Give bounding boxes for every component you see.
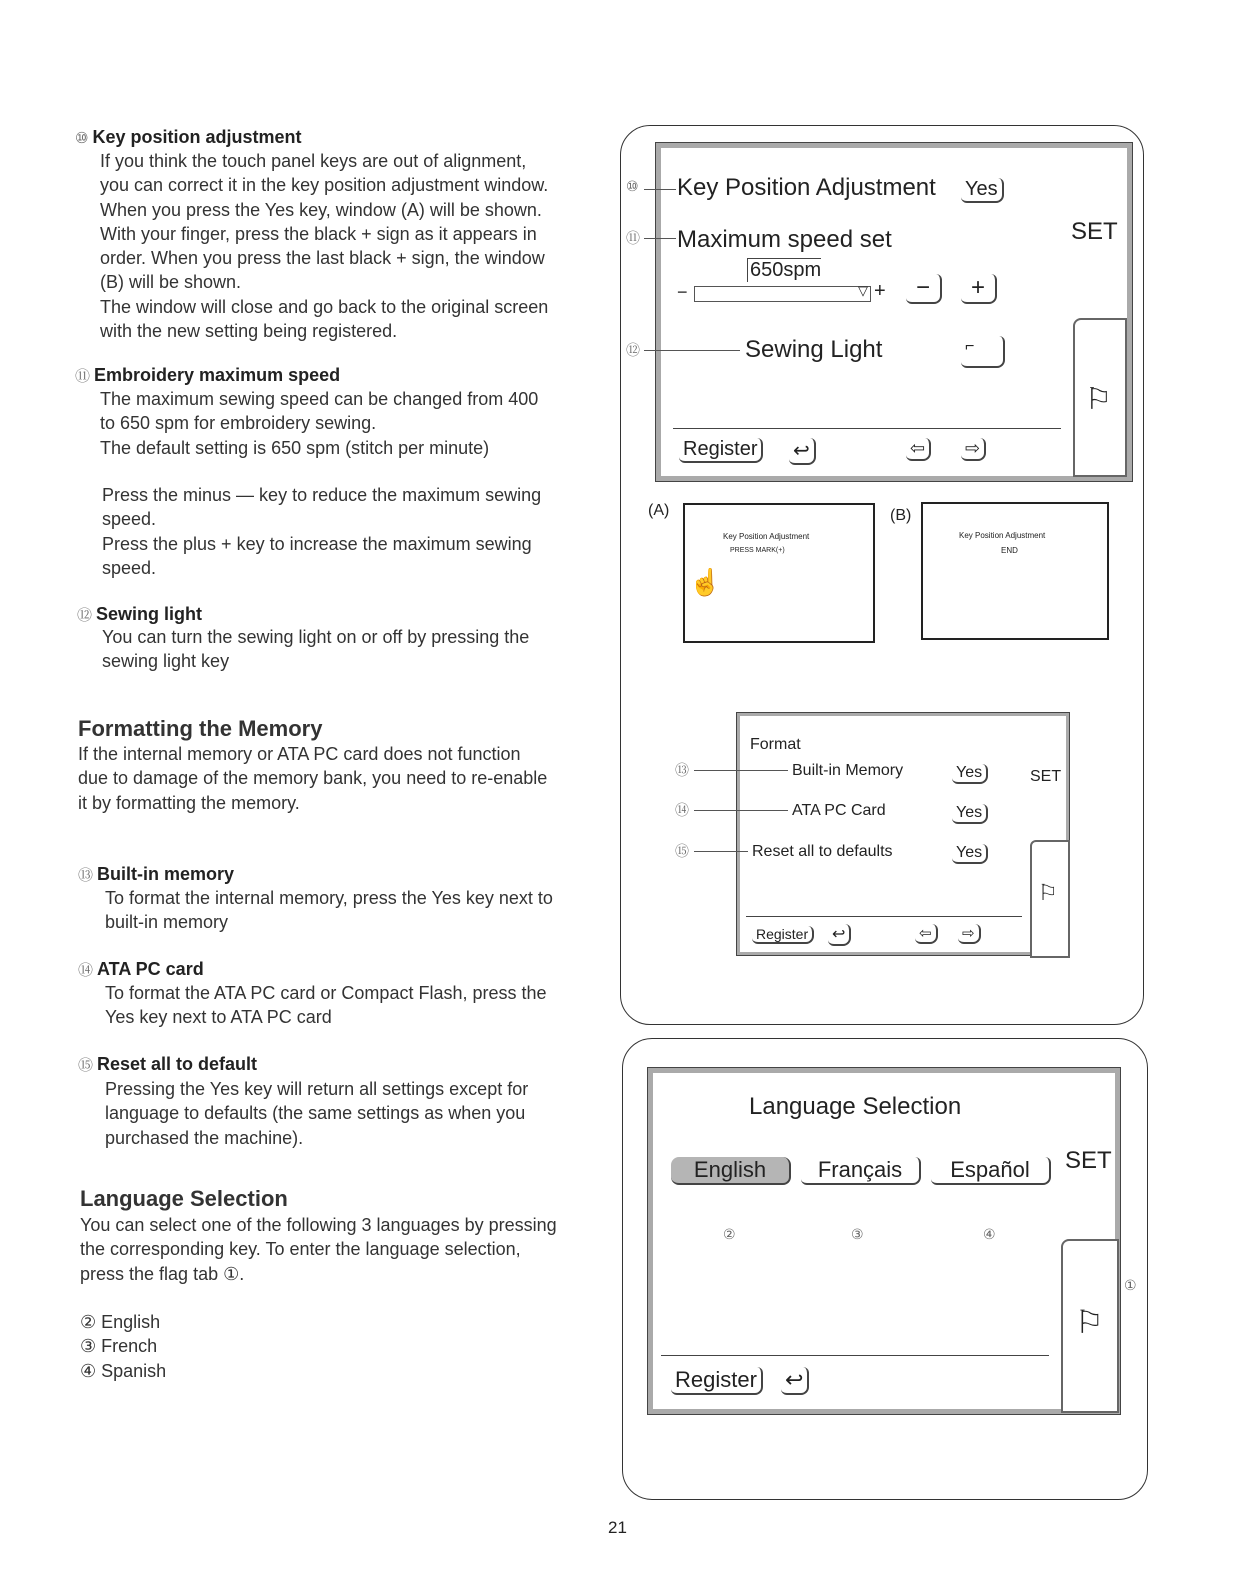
window-b-title: Key Position Adjustment [959,531,1046,540]
text-line: The maximum sewing speed can be changed from 400 [100,389,539,409]
built-in-memory-label: Built-in Memory [792,762,904,779]
return-icon: ↩ [832,926,846,943]
finger-icon: ☝ [689,567,722,597]
flag-tab[interactable] [1030,840,1070,958]
format-title: Format [750,736,801,753]
english-button[interactable]: English [671,1157,791,1185]
speed-minus-button[interactable]: − [906,274,942,304]
key-position-label: Key Position Adjustment [677,174,936,201]
leader-line [644,189,676,190]
speed-plus-button[interactable]: + [961,274,997,304]
ata-pc-card-yes-button[interactable]: Yes [952,804,988,824]
callout-14: ⑭ [78,961,94,979]
text-line: due to damage of the memory bank, you need to re-enable [78,768,548,789]
text-line: purchased the machine). [105,1127,304,1148]
text-line: you can correct it in the key position adjustment window. [100,175,549,196]
return-icon: ↩ [785,1367,804,1392]
window-a-instruction: PRESS MARK(+) [730,547,785,554]
text-line: To format the ATA PC card or Compact Flash, press the [105,983,547,1003]
built-in-memory-text [105,886,553,935]
callout-12-marker: ⑫ [626,343,640,359]
heading-text: Sewing light [96,604,203,624]
callout-10-marker: ⑩ [626,179,639,195]
text-line: You can select one of the following 3 languages by pressing [80,1215,557,1235]
text-line: sewing light key [102,651,230,672]
text-line: with the new setting being registered. [100,321,398,342]
text-line: language to defaults (the same settings as when you [105,1103,526,1124]
formatting-title: Formatting the Memory [78,716,323,741]
register-button[interactable]: Register [671,1367,763,1395]
flag-icon: ⚐ [1075,1304,1104,1340]
language-text [80,1213,557,1286]
callout-15: ⑮ [78,1056,94,1074]
window-b-label: (B) [890,507,912,524]
set-tab-label[interactable]: SET [1071,218,1118,245]
slider-minus-sign: − [677,282,688,302]
prev-page-button[interactable] [906,438,931,461]
key-position-text [100,149,548,343]
text-line: Pressing the Yes key will return all settings except for [105,1079,529,1099]
heading-built-in-memory [78,864,234,885]
callout-15-marker: ⑮ [675,844,689,860]
callout-3-marker: ③ [851,1227,864,1243]
text-line: ④ Spanish [80,1360,167,1381]
speed-value: 650spm [747,258,821,282]
return-button[interactable] [789,438,816,465]
speed-text [100,387,538,460]
heading-text: Embroidery maximum speed [94,365,341,385]
text-line: If you think the touch panel keys are out of alignment, [100,151,527,171]
text-line: Press the plus + key to increase the maximum sewing [102,533,532,554]
callout-1-marker: ① [1124,1278,1137,1294]
text-line: speed. [102,509,157,530]
text-line: With your finger, press the black + sign as it appears in [100,223,537,244]
text-line: The window will close and go back to the original screen [100,296,549,317]
window-b [921,502,1109,640]
formatting-text [78,742,547,815]
divider [746,916,1022,917]
next-page-icon: ⇨ [965,438,981,458]
flag-icon: ⚐ [1085,383,1112,416]
text-line: it by formatting the memory. [78,792,300,813]
text-line: built-in memory [105,912,229,933]
callout-4-marker: ④ [983,1227,996,1243]
text-line: speed. [102,557,157,578]
return-button[interactable] [781,1367,809,1395]
callout-12: ⑫ [77,606,93,624]
heading-sewing-light [77,604,202,625]
slider-plus-sign: + [874,280,886,302]
heading-key-position [75,127,301,148]
language-screen-title: Language Selection [749,1093,962,1120]
prev-page-button[interactable] [915,924,938,944]
language-list [80,1310,166,1383]
text-line: press the flag tab ①. [80,1263,245,1284]
text-line: When you press the Yes key, window (A) will be shown. [100,199,542,220]
return-icon: ↩ [793,440,810,462]
heading-ata-pc-card [78,959,204,980]
next-page-icon: ⇨ [962,925,975,942]
callout-14-marker: ⑭ [675,803,689,819]
heading-reset [78,1054,257,1075]
next-page-button[interactable] [961,438,986,461]
speed-keys-text [102,483,541,580]
text-line: Yes key next to ATA PC card [105,1007,332,1028]
sewing-light-label: Sewing Light [745,336,883,363]
language-title: Language Selection [80,1186,288,1211]
register-button[interactable]: Register [752,926,814,944]
sewing-light-button[interactable] [961,336,1005,368]
leader-line [694,851,748,852]
text-line: You can turn the sewing light on or off by pressing the [102,627,530,647]
callout-11: ⑪ [75,367,91,385]
ata-text [105,981,547,1030]
heading-embroidery-speed [75,365,340,386]
flag-tab[interactable] [1073,318,1127,477]
text-line: Press the minus — key to reduce the maximum sewing [102,485,542,505]
heading-text: ATA PC card [97,959,204,979]
format-screen [737,713,1069,955]
french-button[interactable]: Français [801,1157,921,1185]
ata-pc-card-label: ATA PC Card [792,802,886,819]
set-tab-label[interactable]: SET [1065,1147,1112,1174]
divider [661,1355,1049,1356]
built-in-memory-yes-button[interactable]: Yes [952,764,988,784]
return-button[interactable] [828,924,851,946]
register-button[interactable]: Register [679,438,763,463]
settings-screen [656,143,1132,481]
speed-slider[interactable] [694,283,871,302]
reset-defaults-label: Reset all to defaults [752,843,893,860]
leader-line [644,350,740,351]
light-icon: ⌐ [965,338,975,355]
key-position-yes-button[interactable]: Yes [961,178,1004,203]
flag-tab[interactable] [1061,1239,1119,1413]
heading-text: Key position adjustment [92,127,302,147]
text-line: the corresponding key. To enter the language selection, [80,1239,521,1260]
leader-line [644,238,676,239]
leader-line [694,810,788,811]
text-line: If the internal memory or ATA PC card does not function [78,744,521,764]
max-speed-label: Maximum speed set [677,226,892,253]
reset-defaults-yes-button[interactable]: Yes [952,844,988,864]
page-number: 21 [608,1518,627,1537]
window-a-title: Key Position Adjustment [723,532,810,541]
text-line: ③ French [80,1336,158,1357]
window-b-end: END [1001,546,1018,555]
text-line: The default setting is 650 spm (stitch per minute) [100,437,490,458]
divider [673,428,1061,429]
prev-page-icon: ⇦ [910,438,926,458]
callout-13: ⑬ [78,866,94,884]
text-line: (B) will be shown. [100,272,242,293]
language-screen [648,1068,1120,1414]
prev-page-icon: ⇦ [919,925,932,942]
callout-10: ⑩ [75,129,89,147]
text-line: to 650 spm for embroidery sewing. [100,413,377,434]
callout-2-marker: ② [723,1227,736,1243]
flag-icon: ⚐ [1038,880,1058,905]
next-page-button[interactable] [958,924,981,944]
text-line: ② English [80,1312,161,1332]
slider-marker-icon: ▽ [858,283,868,298]
text-line: To format the internal memory, press the Yes key next to [105,888,553,908]
spanish-button[interactable]: Español [931,1157,1051,1185]
heading-text: Built-in memory [97,864,235,884]
callout-13-marker: ⑬ [675,763,689,779]
reset-text [105,1077,528,1150]
text-line: order. When you press the last black + sign, the window [100,248,545,269]
heading-text: Reset all to default [97,1054,258,1074]
sewing-light-text [102,625,529,674]
window-a [683,503,875,643]
window-a-label: (A) [648,502,670,519]
leader-line [694,770,788,771]
callout-11-marker: ⑪ [626,231,640,247]
set-tab-label[interactable]: SET [1030,768,1062,785]
